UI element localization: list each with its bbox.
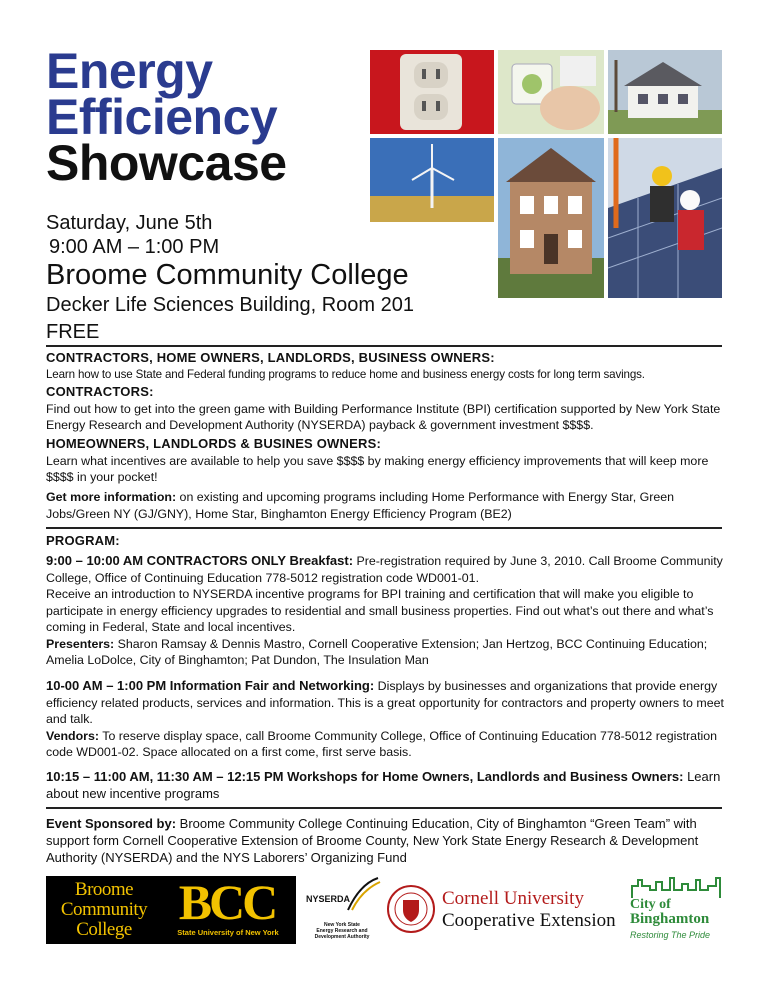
binghamton-logo: [630, 876, 724, 946]
title-line-3: Showcase: [46, 135, 287, 191]
divider-sponsors: [46, 807, 722, 809]
binghamton-tagline: Restoring The Pride: [630, 930, 711, 940]
cornell-seal-icon: [386, 884, 436, 934]
sponsors: [46, 815, 724, 866]
breakfast-label: 9:00 – 10:00 AM CONTRACTORS ONLY Breakfast:: [46, 553, 354, 568]
audience-contractors-text: Find out how to get into the green game with Building Performance Institute (BPI) certification supported by New York State Energy Research and Development Authority (NYSERDA) payback & government investment $$$$.: [46, 401, 721, 432]
bcc-wordmark: [50, 880, 158, 940]
nyserda-sub-2: Energy Research and: [316, 928, 368, 934]
nyserda-logo: [302, 874, 382, 946]
photo-wind-turbine: [370, 138, 494, 222]
audience-contractors-heading: CONTRACTORS:: [46, 384, 154, 399]
more-information: [46, 489, 724, 522]
workshops-label: 10:15 – 11:00 AM, 11:30 AM – 12:15 PM Workshops for Home Owners, Landlords and Business Owners:: [46, 769, 684, 784]
presenters-label: Presenters:: [46, 636, 115, 651]
audience-all-heading: CONTRACTORS, HOME OWNERS, LANDLORDS, BUSINESS OWNERS:: [46, 350, 495, 365]
event-date: Saturday, June 5th: [46, 212, 213, 234]
thermostat-image: [498, 50, 604, 134]
workshops-text: Learn about new incentive programs: [46, 769, 721, 801]
nyserda-sub-3: Development Authority: [314, 934, 370, 940]
vendors-label: Vendors:: [46, 728, 100, 743]
program-fair: [46, 678, 724, 761]
title-line-2: Efficiency: [46, 89, 278, 145]
divider-top: [46, 345, 722, 347]
photo-collage: [370, 50, 722, 298]
binghamton-line-2: Binghamton: [630, 911, 710, 927]
bcc-logo: [46, 876, 296, 944]
breakfast-text: Pre-registration required by June 3, 2010. Call Broome Community College, Office of Continuing Education 778-5012 registration code WD001-01.: [46, 554, 723, 585]
cornell-wordmark: [442, 888, 616, 932]
audience-owners-heading: HOMEOWNERS, LANDLORDS & BUSINES OWNERS:: [46, 436, 381, 451]
breakfast-description: Receive an introduction to NYSERDA incentive programs for BPI training and certification that will make you eligible to participate in energy efficiency upgrades to residential and small business properties. Find out what’s out there and what’s coming in Federal, State and local incentives.: [46, 587, 714, 634]
fair-intro: [46, 678, 724, 728]
audience-all-text: Learn how to use State and Federal funding programs to reduce home and business energy costs for long term savings.: [46, 367, 645, 381]
audience-all: [46, 350, 724, 383]
more-information-label: Get more information:: [46, 490, 177, 504]
bcc-line-2: Community: [60, 899, 148, 920]
presenters-text: Sharon Ramsay & Dennis Mastro, Cornell Cooperative Extension; Jan Hertzog, BCC Continuing Education; Amelia LoDolce, City of Binghamton; Pat Dundon, The Insulation Man: [46, 636, 708, 667]
event-title: [46, 43, 366, 191]
sponsors-text: Broome Community College Continuing Education, City of Binghamton “Green Team” with support form Cornell Cooperative Extension of Broome County, New York State Energy Research & Development Authority (NYSERDA) and the NYS Laborers’ Organizing Fund: [46, 816, 699, 865]
outlet-image: [370, 50, 494, 134]
more-information-text: on existing and upcoming programs including Home Performance with Energy Star, Green Jobs/Green NY (GJ/GNY), Home Star, Binghamton Energy Efficiency Program (BE2): [46, 490, 675, 521]
program-breakfast: [46, 553, 724, 669]
renovated-house-image: [498, 138, 604, 298]
divider-program: [46, 527, 722, 529]
vendors: [46, 728, 724, 761]
fair-text: Displays by businesses and organizations that provide energy efficiency related products, services and information. This is a great opportunity for contractors and property owners to meet and talk.: [46, 679, 724, 726]
bcc-mark: BCC: [178, 874, 276, 930]
cornell-line-2: Cooperative Extension: [442, 910, 616, 931]
audience-owners-text: Learn what incentives are available to help you save $$$$ by making energy efficiency improvements that will keep more $$$$ in your pocket!: [46, 453, 709, 484]
bcc-line-1: Broome: [74, 879, 134, 900]
bcc-line-3: College: [76, 919, 132, 940]
photo-thermostat: [498, 50, 604, 134]
audience-contractors: [46, 384, 724, 434]
program-heading: [46, 533, 724, 550]
program-workshops: [46, 768, 724, 802]
bcc-sub: State University of New York: [177, 928, 279, 937]
event-time: 9:00 AM – 1:00 PM: [49, 236, 220, 258]
sponsor-logos: [46, 874, 726, 946]
binghamton-line-1: City of: [630, 897, 671, 912]
cornell-line-1: Cornell University: [442, 888, 584, 909]
audience-owners: [46, 436, 724, 486]
program-heading-text: PROGRAM:: [46, 533, 120, 548]
photo-house: [608, 50, 722, 134]
presenters: [46, 636, 724, 669]
event-venue: Broome Community College: [46, 259, 409, 291]
binghamton-skyline-icon: [630, 876, 724, 898]
sponsors-label: Event Sponsored by:: [46, 816, 177, 831]
nyserda-sub-1: New York State: [324, 922, 360, 928]
house-image: [608, 50, 722, 134]
breakfast-intro: [46, 553, 724, 586]
photo-renovated-house: [498, 138, 604, 298]
title-line-1: Energy: [46, 43, 213, 99]
photo-electrical-outlet: [370, 50, 494, 134]
event-room: Decker Life Sciences Building, Room 201: [46, 294, 414, 316]
solar-installers-image: [608, 138, 722, 298]
fair-label: 10-00 AM – 1:00 PM Information Fair and Networking:: [46, 678, 375, 693]
nyserda-name: NYSERDA: [306, 894, 351, 904]
photo-solar-installers: [608, 138, 722, 298]
event-price: FREE: [46, 321, 100, 343]
nyserda-subtitle: [304, 922, 380, 940]
wind-turbine-image: [370, 138, 494, 222]
vendors-text: To reserve display space, call Broome Community College, Office of Continuing Education 778-5012 registration code WD001-02. Space allocated on a first come, first serve basis.: [46, 728, 718, 759]
